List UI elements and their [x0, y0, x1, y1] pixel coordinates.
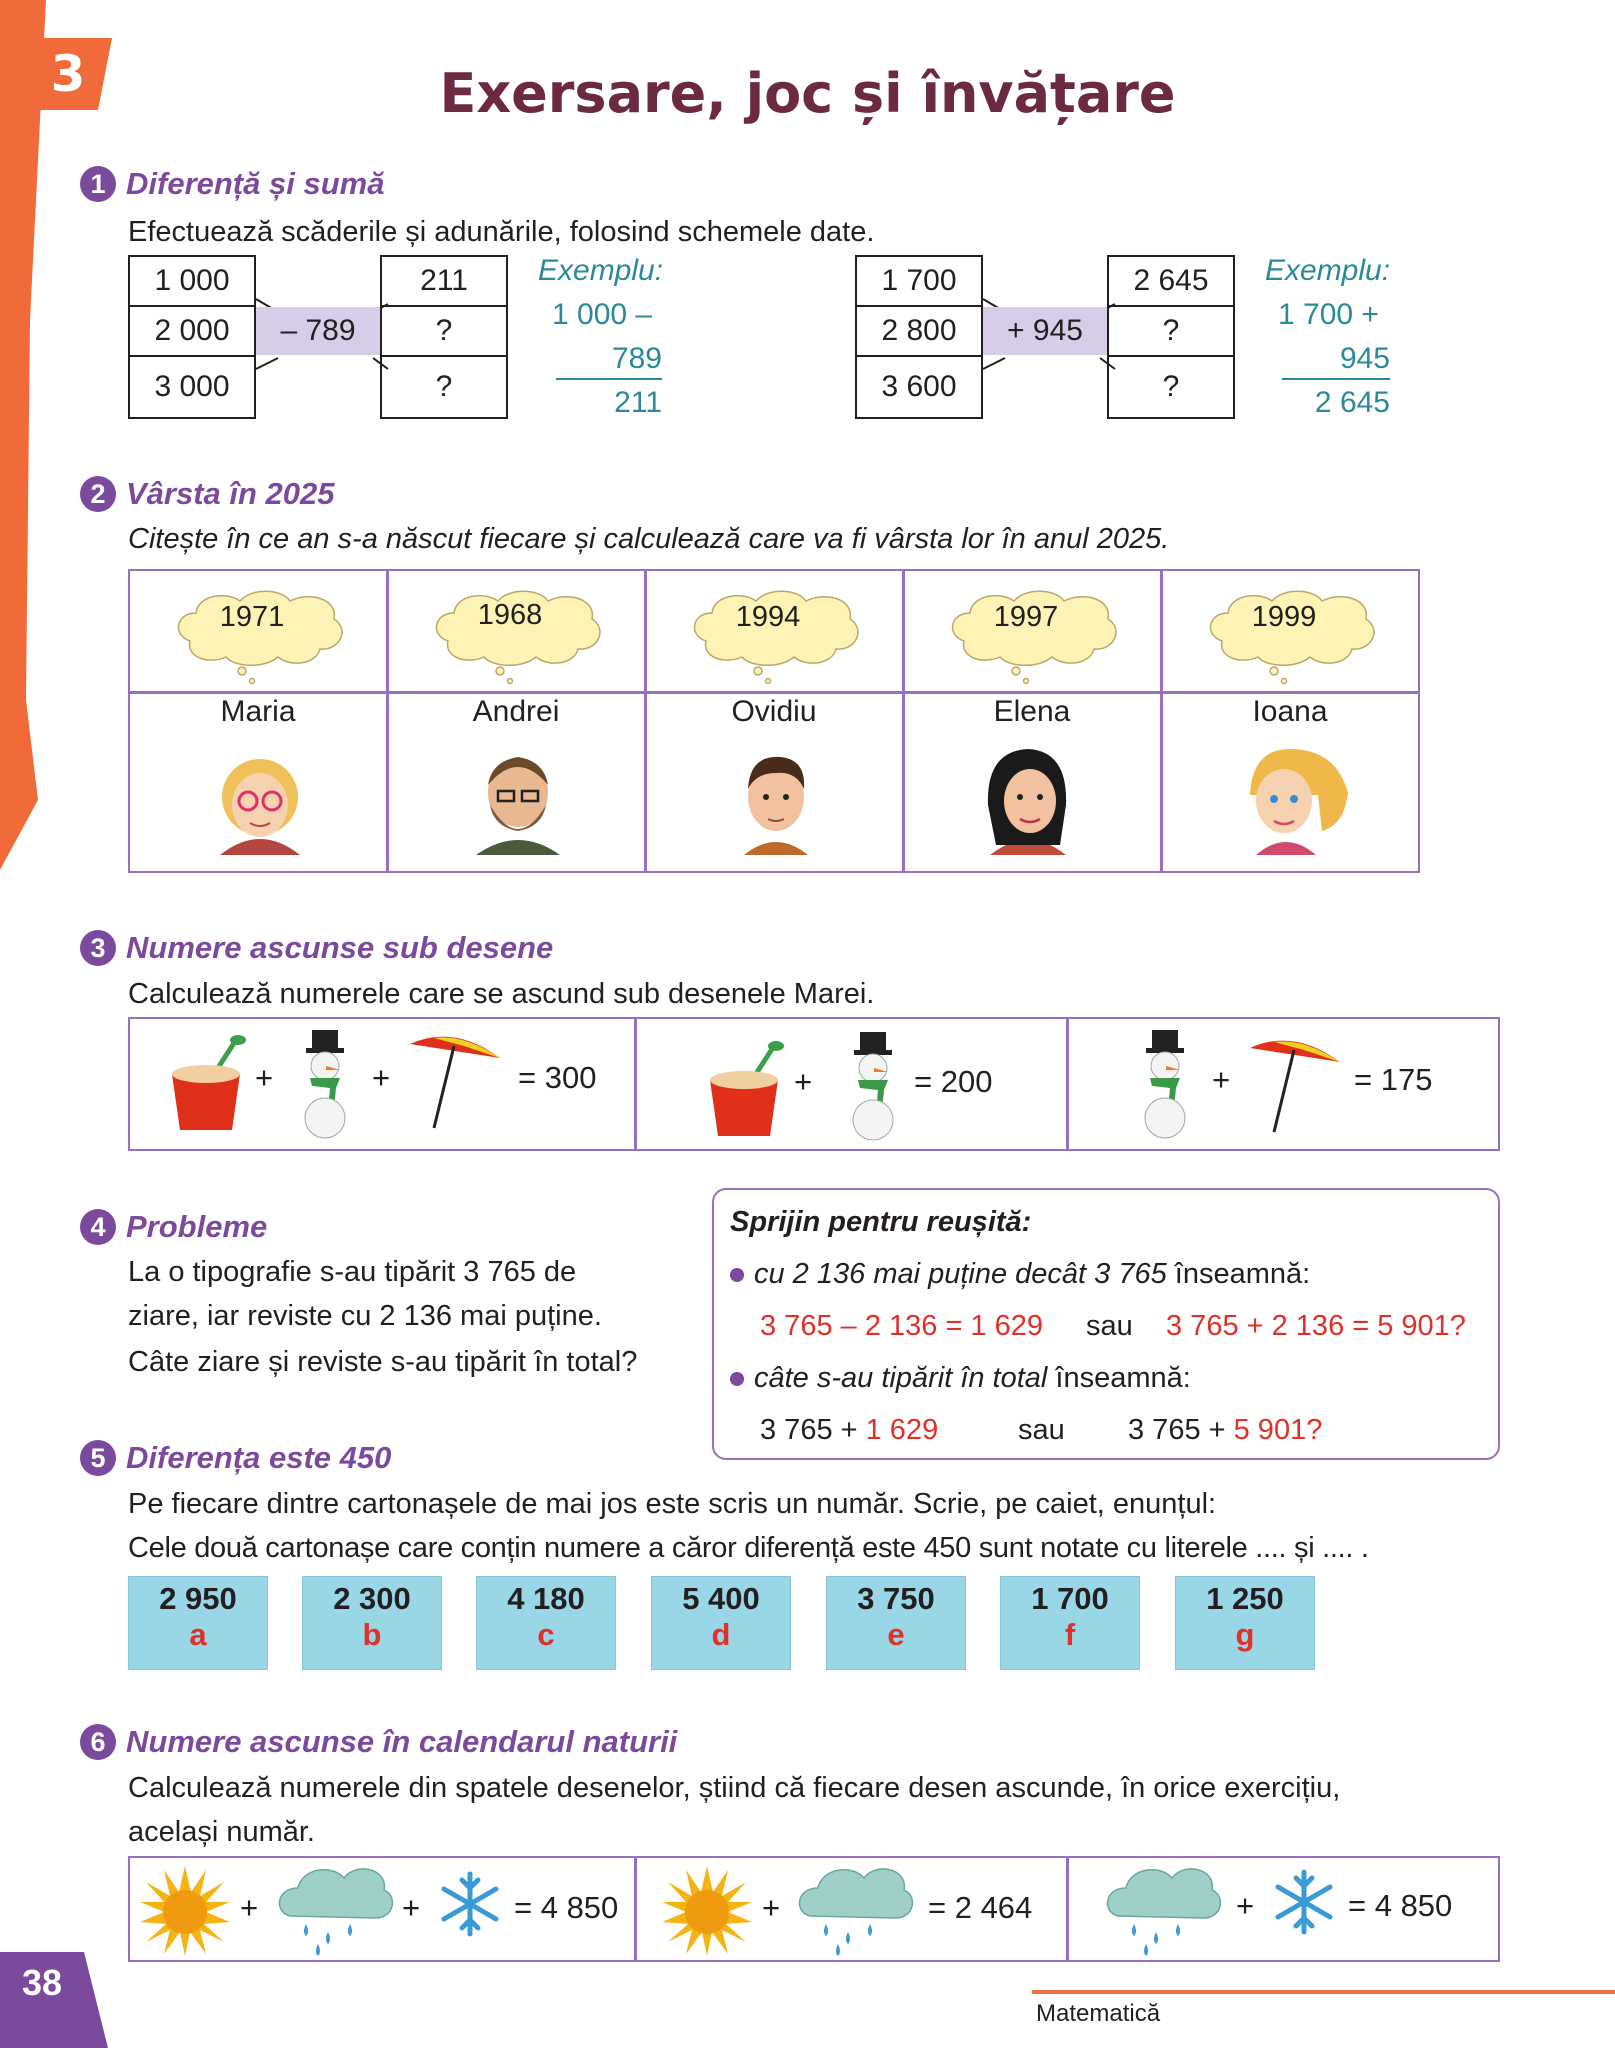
plus-sign: + — [372, 1060, 391, 1095]
number-card — [1175, 1576, 1315, 1670]
support-sum — [1128, 1414, 1322, 1447]
card-value: 1 250 — [1206, 1581, 1284, 1616]
panel-divider — [1066, 1019, 1069, 1149]
plus-sign: + — [1212, 1062, 1231, 1097]
ex5-title: Diferența este 450 — [126, 1440, 392, 1475]
example-line: 1 000 – — [552, 298, 653, 331]
ex6-title: Numere ascunse în calendarul naturii — [126, 1724, 678, 1759]
number-card — [1000, 1576, 1140, 1670]
card-value: 5 400 — [682, 1581, 760, 1616]
input-cell: 2 800 — [855, 305, 983, 357]
plus-sign: + — [402, 1890, 421, 1925]
ex3-number: 3 — [80, 930, 116, 966]
ex3-instruction: Calculează numerele care se ascund sub desenele Marei. — [128, 978, 875, 1010]
person-cell — [904, 571, 1160, 871]
ex6-instruction: același număr. — [128, 1816, 315, 1848]
person-name: Ioana — [1252, 695, 1328, 728]
subject-label: Matematică — [1036, 2000, 1161, 2027]
person-portrait-icon — [968, 735, 1088, 855]
card-value: 3 750 — [857, 1581, 935, 1616]
ex5-header — [80, 1440, 391, 1476]
support-box — [712, 1188, 1500, 1460]
snowflake-icon — [1270, 1868, 1338, 1936]
ex4-title: Probleme — [126, 1209, 268, 1244]
support-or: sau — [1018, 1414, 1065, 1446]
input-cell: 2 000 — [128, 305, 256, 357]
ex5-instruction: Pe fiecare dintre cartonașele de mai jos este scris un număr. Scrie, pe caiet, enunțul: — [128, 1488, 1217, 1520]
lesson-number: 3 — [50, 45, 86, 103]
person-portrait-icon — [200, 735, 320, 855]
ex2-header — [80, 476, 335, 512]
output-cell[interactable]: ? — [1107, 305, 1235, 357]
output-cell[interactable]: ? — [1107, 355, 1235, 419]
support-sum — [760, 1414, 938, 1447]
example-label: Exemplu: — [538, 254, 664, 287]
equation-result: = 4 850 — [1348, 1888, 1453, 1923]
ex3-header — [80, 930, 553, 966]
card-value: 1 700 — [1031, 1581, 1109, 1616]
operation-box: – 789 — [256, 307, 380, 355]
equation-result: = 200 — [914, 1064, 993, 1099]
ex4-problem-line: Câte ziare și reviste s-au tipărit în total? — [128, 1346, 638, 1378]
sum-value: 1 629 — [865, 1414, 939, 1446]
rain-cloud-icon — [276, 1862, 394, 1958]
card-letter: f — [1064, 1617, 1076, 1652]
ex1-title: Diferență și sumă — [126, 166, 385, 201]
thought-cloud-icon — [1202, 585, 1382, 685]
thought-cloud-icon — [170, 585, 350, 685]
beach-umbrella-icon — [1244, 1034, 1344, 1134]
panel-divider — [634, 1019, 637, 1149]
panel-divider — [634, 1858, 637, 1960]
sun-icon — [140, 1866, 230, 1956]
snowman-icon — [838, 1032, 908, 1142]
ex1-number: 1 — [80, 166, 116, 202]
equation-result: = 300 — [518, 1060, 597, 1095]
birth-year: 1968 — [477, 599, 543, 631]
footer-line — [1032, 1990, 1615, 1994]
support-bullet — [730, 1362, 1191, 1395]
page-number: 38 — [22, 1962, 63, 2003]
birth-year: 1999 — [1251, 601, 1317, 633]
bullet-rest: înseamnă: — [1166, 1258, 1311, 1290]
ex6-number: 6 — [80, 1724, 116, 1760]
ex1-instruction: Efectuează scăderile și adunările, folosind schemele date. — [128, 216, 875, 248]
snowman-icon — [290, 1030, 360, 1140]
sum-prefix: 3 765 + — [760, 1414, 866, 1446]
plus-sign: + — [255, 1060, 274, 1095]
output-column — [380, 255, 508, 419]
ex6-header — [80, 1724, 677, 1760]
bullet-italic: cu 2 136 mai puține decât 3 765 — [754, 1258, 1167, 1290]
birth-year: 1994 — [735, 601, 801, 633]
sum-prefix: 3 765 + — [1128, 1414, 1234, 1446]
ex2-title: Vârsta în 2025 — [126, 476, 335, 511]
input-column — [855, 255, 983, 419]
card-letter: d — [711, 1617, 731, 1652]
ex6-instruction: Calculează numerele din spatele desenelor, știind că fiecare desen ascunde, în orice exercițiu, — [128, 1772, 1341, 1804]
person-name: Maria — [220, 695, 296, 728]
person-cell — [388, 571, 644, 871]
person-portrait-icon — [1226, 735, 1356, 855]
snowman-icon — [1130, 1030, 1200, 1140]
ex2-instruction: Citește în ce an s-a născut fiecare și calculează care va fi vârsta lor în anul 2025. — [128, 523, 1170, 555]
number-card — [476, 1576, 616, 1670]
equation-result: = 175 — [1354, 1062, 1433, 1097]
card-letter: e — [887, 1617, 905, 1652]
page-title: Exersare, joc și învățare — [439, 62, 1176, 125]
card-value: 2 950 — [159, 1581, 237, 1616]
input-cell: 3 600 — [855, 355, 983, 419]
example-rule — [1282, 378, 1390, 380]
number-card — [651, 1576, 791, 1670]
person-cell — [130, 571, 386, 871]
card-value: 4 180 — [507, 1581, 585, 1616]
plus-sign: + — [240, 1890, 259, 1925]
sum-value: 5 901? — [1233, 1414, 1323, 1446]
support-bullet — [730, 1258, 1310, 1291]
snowflake-icon — [436, 1870, 504, 1938]
side-band — [0, 0, 60, 900]
output-cell: 2 645 — [1107, 255, 1235, 307]
beach-umbrella-icon — [404, 1030, 504, 1130]
operation-box: + 945 — [983, 307, 1107, 355]
input-cell: 1 000 — [128, 255, 256, 307]
card-letter: c — [537, 1617, 555, 1652]
ex2-number: 2 — [80, 476, 116, 512]
equation-result: = 2 464 — [928, 1890, 1033, 1925]
card-value: 2 300 — [333, 1581, 411, 1616]
rain-cloud-icon — [1104, 1862, 1222, 1958]
card-letter: b — [362, 1617, 382, 1652]
example-line: 1 700 + — [1278, 298, 1379, 331]
output-cell[interactable]: ? — [380, 355, 508, 419]
ex5-instruction: Cele două cartonașe care conțin numere a căror diferență este 450 sunt notate cu literele .... și .... . — [128, 1532, 1369, 1564]
plus-sign: + — [1236, 1888, 1255, 1923]
example-label: Exemplu: — [1265, 254, 1391, 287]
birth-year: 1997 — [993, 601, 1059, 633]
example-line: 945 — [1339, 342, 1390, 375]
thought-cloud-icon — [944, 585, 1124, 685]
support-equation: 3 765 + 2 136 = 5 901? — [1166, 1310, 1466, 1342]
panel-divider — [1066, 1858, 1069, 1960]
sand-bucket-icon — [704, 1040, 784, 1140]
ex3-title: Numere ascunse sub desene — [126, 930, 554, 965]
scheme-subtract — [128, 255, 508, 419]
ex4-problem-line: ziare, iar reviste cu 2 136 mai puține. — [128, 1300, 602, 1332]
card-letter: g — [1235, 1617, 1255, 1652]
person-portrait-icon — [716, 735, 836, 855]
person-cell — [1162, 571, 1418, 871]
support-equation: 3 765 – 2 136 = 1 629 — [760, 1310, 1044, 1342]
support-or: sau — [1086, 1310, 1133, 1342]
example-line: 211 — [614, 386, 662, 419]
output-cell[interactable]: ? — [380, 305, 508, 357]
person-cell — [646, 571, 902, 871]
input-cell: 3 000 — [128, 355, 256, 419]
sun-icon — [662, 1866, 752, 1956]
plus-sign: + — [794, 1064, 813, 1099]
number-card — [302, 1576, 442, 1670]
example-line: 2 645 — [1314, 386, 1390, 419]
ex1-header — [80, 166, 384, 202]
bullet-dot — [730, 1268, 744, 1282]
person-portrait-icon — [458, 735, 578, 855]
person-name: Elena — [993, 695, 1071, 728]
person-name: Andrei — [472, 695, 560, 728]
plus-sign: + — [762, 1890, 781, 1925]
thought-cloud-icon — [686, 585, 866, 685]
equation-result: = 4 850 — [514, 1890, 619, 1925]
ex4-number: 4 — [80, 1209, 116, 1245]
bullet-dot — [730, 1372, 744, 1386]
bullet-rest: înseamnă: — [1047, 1362, 1191, 1394]
input-cell: 1 700 — [855, 255, 983, 307]
scheme-add — [855, 255, 1235, 419]
ex4-problem-line: La o tipografie s-au tipărit 3 765 de — [128, 1256, 577, 1288]
birth-year: 1971 — [219, 601, 285, 633]
ex4-header — [80, 1209, 267, 1245]
ex5-number: 5 — [80, 1440, 116, 1476]
person-name: Ovidiu — [731, 695, 817, 728]
rain-cloud-icon — [796, 1862, 914, 1958]
sand-bucket-icon — [166, 1034, 246, 1134]
input-column — [128, 255, 256, 419]
example-rule — [556, 378, 662, 380]
number-card — [128, 1576, 268, 1670]
example-line: 789 — [611, 342, 662, 375]
number-card — [826, 1576, 966, 1670]
output-cell: 211 — [380, 255, 508, 307]
bullet-italic: câte s-au tipărit în total — [754, 1362, 1048, 1394]
card-letter: a — [189, 1617, 207, 1652]
output-column — [1107, 255, 1235, 419]
support-title: Sprijin pentru reușită: — [730, 1206, 1032, 1238]
